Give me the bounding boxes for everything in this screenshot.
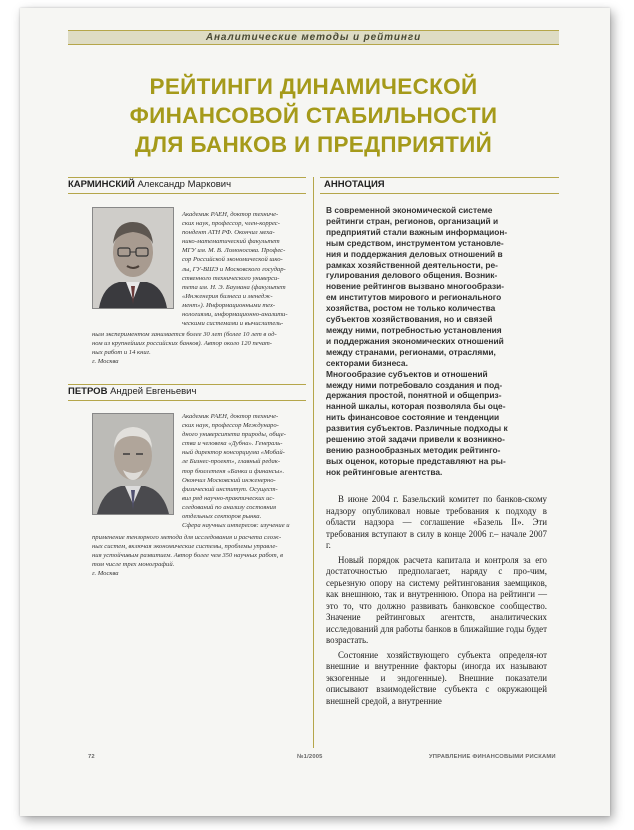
abstract-line: В современной экономической системе [326, 205, 493, 215]
author-surname: ПЕТРОВ [68, 386, 108, 397]
abstract-line: ния и поддержания деловых отношений в [326, 248, 503, 259]
bio-line: вил ряд научно-практических ис- [182, 494, 275, 502]
bio-line: ный директор консорциума «Мобай- [182, 449, 285, 457]
column-divider [313, 177, 314, 748]
abstract-line: рамках хозяйственной деятельности, ре- [326, 259, 498, 270]
abstract-line: Многообразие субъектов и отношений [326, 368, 488, 379]
bio-line: Академик РАЕН, доктор техниче- [182, 413, 279, 420]
title-line: РЕЙТИНГИ ДИНАМИЧЕСКОЙ [149, 74, 478, 99]
article-title [68, 72, 559, 159]
author-2-bio [182, 412, 304, 530]
abstract-text [326, 205, 547, 478]
page-number: 72 [88, 754, 95, 760]
bio-line: ских наук, профессор, член-коррес- [182, 220, 280, 228]
abstract-line: вению разнообразных методик рейтинго- [326, 444, 501, 455]
bio-line: мент»). Информационными тех- [182, 301, 276, 309]
bio-line: ских наук, профессор Междунаро- [182, 422, 279, 430]
bio-line: «Инженерия бизнеса и менедж- [182, 292, 273, 300]
author-1-bio [182, 210, 304, 328]
author-1-name [68, 178, 231, 192]
bio-line: ных систем, включая экономические системы, проблемы управле- [92, 543, 278, 551]
bio-line: отдельных секторов рынка. [182, 513, 262, 521]
abstract-line: вых оценок, которые представляют на ры- [326, 455, 506, 466]
abstract-line: новение рейтингов вызвано многообрази- [326, 281, 505, 292]
abstract-line: секторами бизнеса. [326, 357, 408, 368]
issue-number: №1/2005 [297, 754, 323, 760]
bio-line: ном из крупнейших российских банков). Автор около 120 печат- [92, 340, 272, 348]
divider [68, 193, 306, 194]
abstract-heading: АННОТАЦИЯ [324, 179, 385, 190]
author-surname: КАРМИНСКИЙ [68, 179, 135, 190]
author-2-bio-tail [92, 533, 305, 578]
body-paragraph: В июне 2004 г. Базельский комитет по банков-скому надзору опубликовал новые требования к подходу в области надзора — соглашение «Базель II». Эти требования вступают в силу в конце 2006 г.– начале 2007 г. [326, 494, 547, 550]
author-portrait-1 [92, 207, 174, 309]
divider [320, 193, 559, 194]
author-1-bio-tail [92, 330, 305, 366]
title-line: ФИНАНСОВОЙ СТАБИЛЬНОСТИ [129, 103, 498, 128]
abstract-line: держания простой, понятной и общеприз- [326, 390, 502, 401]
author-given-names: Александр Маркович [137, 179, 232, 190]
bio-line: физический институт. Осущест- [182, 485, 278, 493]
abstract-line: развития субъектов. Различные подходы к [326, 423, 508, 434]
journal-name: УПРАВЛЕНИЕ ФИНАНСОВЫМИ РИСКАМИ [429, 754, 556, 760]
bio-line: ным экспериментом занимается более 30 лет (более 10 лет в од- [92, 331, 277, 338]
bio-line: тета им. Н. Э. Баумана (факультет [182, 283, 286, 291]
author-city: г. Москва [92, 358, 119, 366]
bio-line: ческими системами и вычислитель- [182, 320, 284, 328]
bio-line: ства и человека «Дубна». Генераль- [182, 440, 283, 448]
bio-line: ле Бизнес-проект», главный редак- [182, 458, 281, 466]
bio-line: сор Российской экономической шко- [182, 256, 283, 264]
bio-line: ственного технического универси- [182, 274, 280, 282]
body-paragraph: Новый порядок расчета капитала и контроля за его достаточностью предполагает, наряду с про-чим, серьезную опору на систему рейтингования заемщиков, как внешнюю, так и внутреннюю. Опора на рейтинги — это то, что должно развивать банковское сообщество. Значение рейтинговых агентств, аналитических исследований для работы банков в ближайшие годы будет возрастать. [326, 554, 547, 645]
bio-line: нико-математический факультет [182, 238, 280, 246]
abstract-line: рейтинги стран, регионов, организаций и [326, 215, 499, 226]
abstract-line: хозяйства, ростом не только количества [326, 303, 496, 314]
abstract-line: нанной шкалы, которая позволяла бы оце- [326, 401, 506, 412]
bio-line: следований по анализу состояния [182, 503, 277, 511]
bio-line: Сфера научных интересов: изучение и [182, 522, 290, 530]
bio-line: применение тензорного метода для исследования и расчета слож- [92, 534, 282, 541]
author-given-names: Андрей Евгеньевич [110, 386, 197, 397]
bio-line: Академик РАЕН, доктор техниче- [182, 211, 279, 218]
abstract-line: предприятий стали важным информацион- [326, 226, 508, 237]
section-banner: Аналитические методы и рейтинги [68, 30, 559, 45]
bio-line: ных работ и 14 книг. [92, 349, 151, 357]
abstract-line: нок рейтинговые агентства. [326, 466, 443, 477]
bio-line: лы, ГУ-ВШЭ и Московского государ- [182, 265, 286, 273]
bio-line: МГУ им. М. В. Ломоносова. Профес- [182, 247, 286, 255]
bio-line: тор бюллетеня «Банки и финансы». [182, 467, 285, 475]
abstract-line: между странами, регионами, отраслями, [326, 346, 496, 357]
bio-line: нологиями, информационно-аналити- [182, 311, 288, 319]
divider [68, 400, 306, 401]
body-paragraph: Состояние хозяйствующего субъекта определя-ют внешние и внутренние факторы (иногда их называют экзогенные и эндогенные). Внешние показатели описывают взаимодействие субъекта с окружающей внешней средой, а внутренние [326, 649, 547, 706]
abstract-line: ным средством, инструментом установле- [326, 237, 504, 248]
abstract-line: гулирования делового общения. Возник- [326, 270, 498, 281]
bio-line: том числе трех монографий. [92, 561, 175, 569]
abstract-line: и поддержания экономических отношений [326, 335, 504, 346]
author-2-name [68, 385, 196, 399]
bio-line: дного университета природы, обще- [182, 431, 286, 439]
article-body [326, 494, 547, 710]
author-city: г. Москва [92, 570, 119, 578]
title-line: ДЛЯ БАНКОВ И ПРЕДПРИЯТИЙ [134, 132, 493, 157]
bio-line: Окончил Московский инженерно- [182, 476, 276, 484]
abstract-line: решению этой задачи привели к возникно- [326, 434, 505, 445]
abstract-line: между ними потребовало создания и под- [326, 379, 503, 390]
abstract-line: между ними, потребностью установления [326, 324, 502, 335]
abstract-line: нить финансовое состояние и тенденции [326, 412, 500, 423]
bio-line: ния устойчивым развитием. Автор более чем 350 научных работ, в [92, 552, 283, 560]
abstract-line: субъектов хозяйствования, но и связей [326, 314, 493, 325]
author-portrait-2 [92, 413, 174, 515]
abstract-line: ем институтов мирового и регионального [326, 292, 502, 303]
bio-line: пондент АТН РФ. Окончил меха- [182, 229, 275, 237]
